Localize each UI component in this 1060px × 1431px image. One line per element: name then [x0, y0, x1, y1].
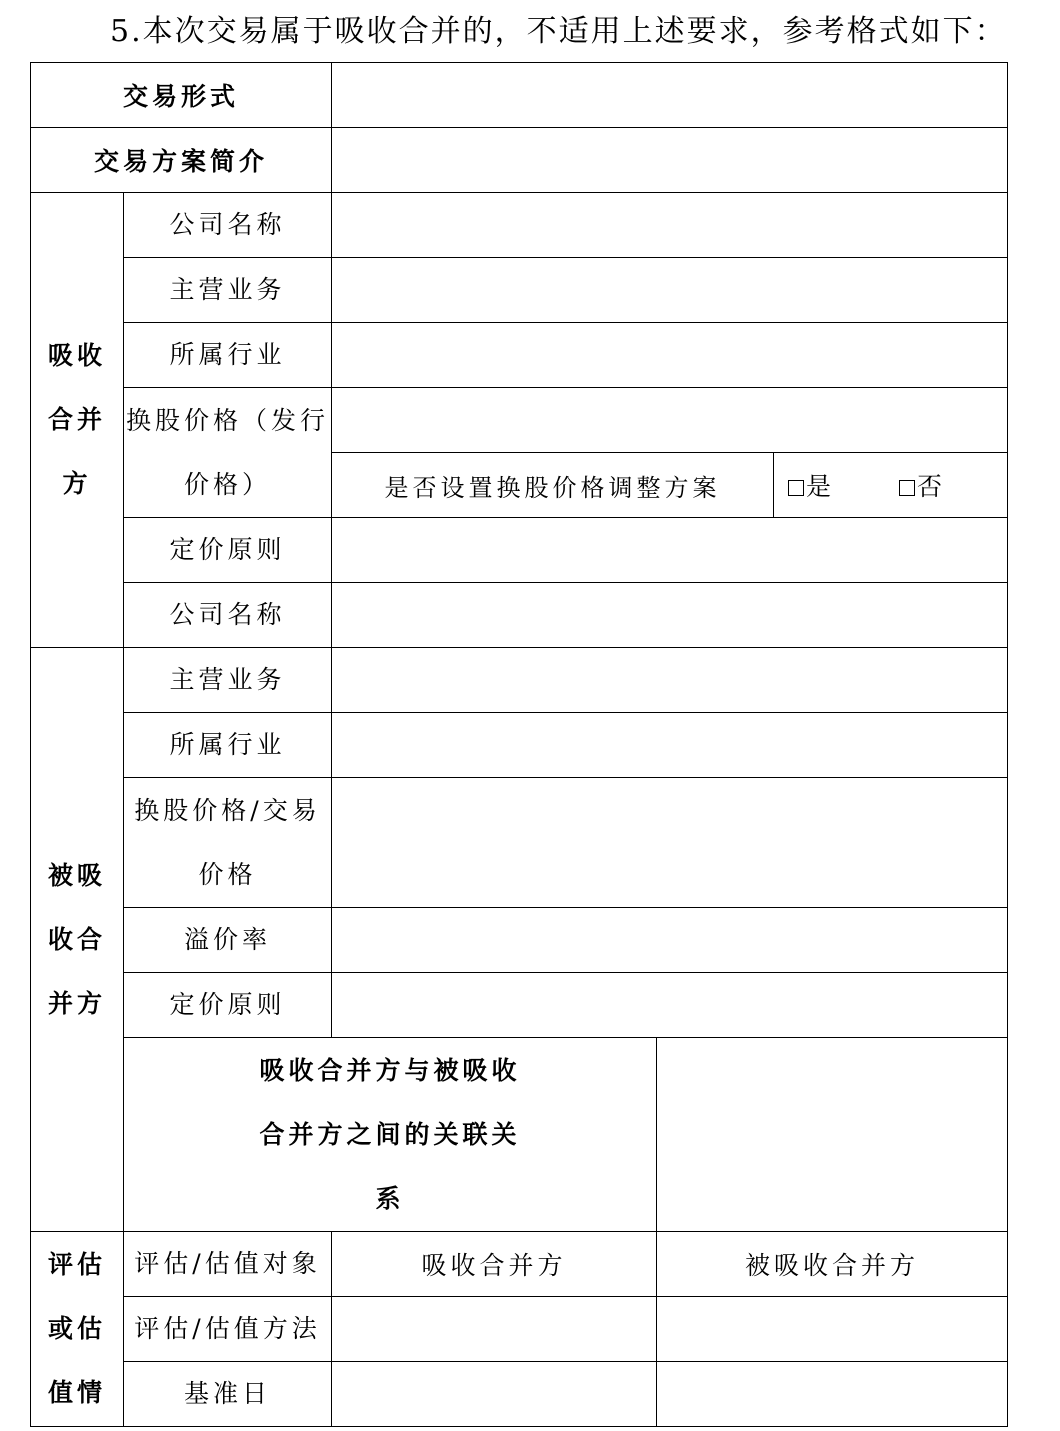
acquirer-swap-price-label: 换股价格（发行 价格）: [124, 388, 332, 518]
acquirer-company-name-value[interactable]: [332, 193, 1008, 258]
acquirer-industry-label: 所属行业: [124, 323, 332, 388]
acquirer-swap-price-value[interactable]: [332, 388, 1008, 453]
target-company-name-label: 公司名称: [124, 583, 332, 648]
target-main-business-label: 主营业务: [124, 648, 332, 713]
option-no[interactable]: 否: [899, 467, 946, 503]
adjust-scheme-options: [774, 453, 1008, 518]
target-premium-rate-label: 溢价率: [124, 908, 332, 973]
valuation-base-date-target[interactable]: [657, 1362, 1008, 1427]
target-pricing-principle-label: 定价原则: [124, 973, 332, 1038]
valuation-object-label: 评估/估值对象: [124, 1232, 332, 1297]
acquirer-pricing-principle-label: 定价原则: [124, 518, 332, 583]
valuation-base-date-label: 基准日: [124, 1362, 332, 1427]
relation-label: 吸收合并方与被吸收 合并方之间的关联关 系: [124, 1038, 657, 1232]
acquirer-company-name-label: 公司名称: [124, 193, 332, 258]
valuation-method-target[interactable]: [657, 1297, 1008, 1362]
acquirer-industry-value[interactable]: [332, 323, 1008, 388]
target-premium-rate-value[interactable]: [332, 908, 1008, 973]
adjust-scheme-question: 是否设置换股价格调整方案: [332, 453, 774, 518]
label-transaction-form: 交易形式: [31, 63, 332, 128]
valuation-group-label: 评估 或估 值情: [31, 1232, 124, 1427]
relation-value[interactable]: [657, 1038, 1008, 1232]
value-transaction-form[interactable]: [332, 63, 1008, 128]
merger-form-table: [30, 62, 1008, 1427]
acquirer-main-business-value[interactable]: [332, 258, 1008, 323]
acquirer-pricing-principle-value[interactable]: [332, 518, 1008, 583]
target-company-name-value[interactable]: [332, 583, 1008, 648]
valuation-base-date-acquirer[interactable]: [332, 1362, 657, 1427]
target-swap-price-label: 换股价格/交易 价格: [124, 778, 332, 908]
valuation-acquirer-header: 吸收合并方: [332, 1232, 657, 1297]
valuation-method-acquirer[interactable]: [332, 1297, 657, 1362]
target-swap-price-value[interactable]: [332, 778, 1008, 908]
target-industry-value[interactable]: [332, 713, 1008, 778]
option-yes[interactable]: 是: [788, 467, 835, 503]
acquirer-main-business-label: 主营业务: [124, 258, 332, 323]
checkbox-yes[interactable]: [788, 480, 804, 496]
value-transaction-plan[interactable]: [332, 128, 1008, 193]
valuation-method-label: 评估/估值方法: [124, 1297, 332, 1362]
valuation-target-header: 被吸收合并方: [657, 1232, 1008, 1297]
target-industry-label: 所属行业: [124, 713, 332, 778]
target-group-label: 被吸 收合 并方: [31, 648, 124, 1232]
acquirer-group-label: 吸收 合并 方: [31, 193, 124, 648]
target-pricing-principle-value[interactable]: [332, 973, 1008, 1038]
checkbox-no[interactable]: [899, 480, 915, 496]
intro-text: 5.本次交易属于吸收合并的，不适用上述要求，参考格式如下：: [110, 14, 1007, 49]
label-transaction-plan: 交易方案简介: [31, 128, 332, 193]
target-main-business-value[interactable]: [332, 648, 1008, 713]
